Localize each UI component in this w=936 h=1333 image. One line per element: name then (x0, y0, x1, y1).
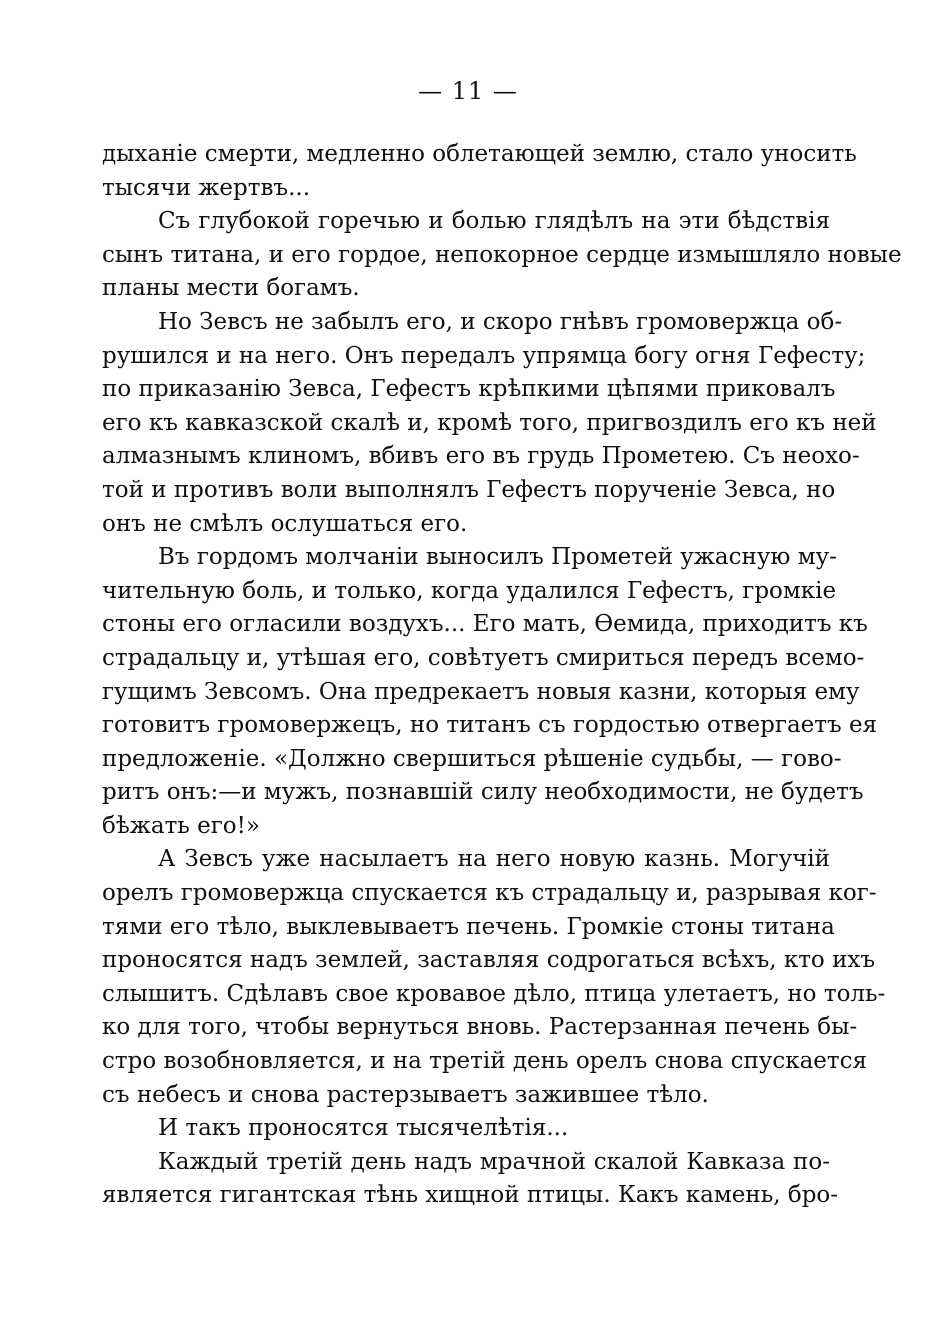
text-line: по приказанію Зевса, Гефестъ крѣпкими цѣпями приковалъ (102, 376, 836, 403)
text-line: Но Зевсъ не забылъ его, и скоро гнѣвъ громовержца об- (158, 308, 843, 335)
text-line: сынъ титана, и его гордое, непокорное сердце измышляло новые (102, 241, 902, 268)
text-line: тысячи жертвъ... (102, 174, 310, 201)
text-line: предложеніе. «Должно свершиться рѣшеніе судьбы, — гово- (102, 745, 842, 772)
text-line: страдальцу и, утѣшая его, совѣтуетъ смириться передъ всемо- (102, 644, 865, 671)
text-line: Каждый третій день надъ мрачной скалой Кавказа по- (158, 1148, 830, 1175)
text-line: съ небесъ и снова растерзываетъ зажившее тѣло. (102, 1081, 709, 1108)
text-line: И такъ проносятся тысячелѣтія... (158, 1115, 569, 1142)
text-line: ритъ онъ:—и мужъ, познавшій силу необходимости, не будетъ (102, 779, 864, 806)
text-line: рушился и на него. Онъ передалъ упрямца богу огня Гефесту; (102, 342, 866, 369)
text-line: той и противъ воли выполнялъ Гефестъ порученіе Зевса, но (102, 476, 836, 503)
text-line: Съ глубокой горечью и болью глядѣлъ на эти бѣдствія (158, 208, 830, 235)
text-line: гущимъ Зевсомъ. Она предрекаетъ новыя казни, которыя ему (102, 678, 860, 705)
text-line: А Зевсъ уже насылаетъ на него новую казнь. Могучій (158, 846, 830, 873)
text-line: планы мести богамъ. (102, 275, 360, 302)
text-line: стро возобновляется, и на третій день орелъ снова спускается (102, 1048, 868, 1075)
text-line: готовитъ громовержецъ, но титанъ съ гордостью отвергаетъ ея (102, 712, 878, 739)
text-line: ко для того, чтобы вернуться вновь. Растерзанная печень бы- (102, 1014, 858, 1041)
text-line: его къ кавказской скалѣ и, кромѣ того, пригвоздилъ его къ ней (102, 409, 877, 436)
body-text (102, 138, 902, 1213)
text-line: проносятся надъ землей, заставляя содрогаться всѣхъ, кто ихъ (102, 947, 876, 974)
text-line: слышитъ. Сдѣлавъ свое кровавое дѣло, птица улетаетъ, но толь- (102, 980, 886, 1007)
text-line: чительную боль, и только, когда удалился Гефестъ, громкіе (102, 577, 837, 604)
page-number: — 11 — (418, 77, 518, 105)
text-line: стоны его огласили воздухъ... Его мать, Ѳемида, приходитъ къ (102, 611, 868, 638)
text-line: тями его тѣло, выклевываетъ печень. Громкіе стоны титана (102, 913, 835, 940)
text-line: дыханіе смерти, медленно облетающей землю, стало уносить (102, 141, 857, 167)
text-line: алмазнымъ клиномъ, вбивъ его въ грудь Прометею. Съ неохо- (102, 443, 860, 470)
text-line: бѣжать его!» (102, 812, 260, 839)
text-line: Въ гордомъ молчаніи выносилъ Прометей ужасную му- (158, 544, 837, 571)
text-line: онъ не смѣлъ ослушаться его. (102, 510, 468, 537)
text-line: является гигантская тѣнь хищной птицы. Какъ камень, бро- (102, 1182, 839, 1209)
text-line: орелъ громовержца спускается къ страдальцу и, разрывая ког- (102, 880, 877, 907)
